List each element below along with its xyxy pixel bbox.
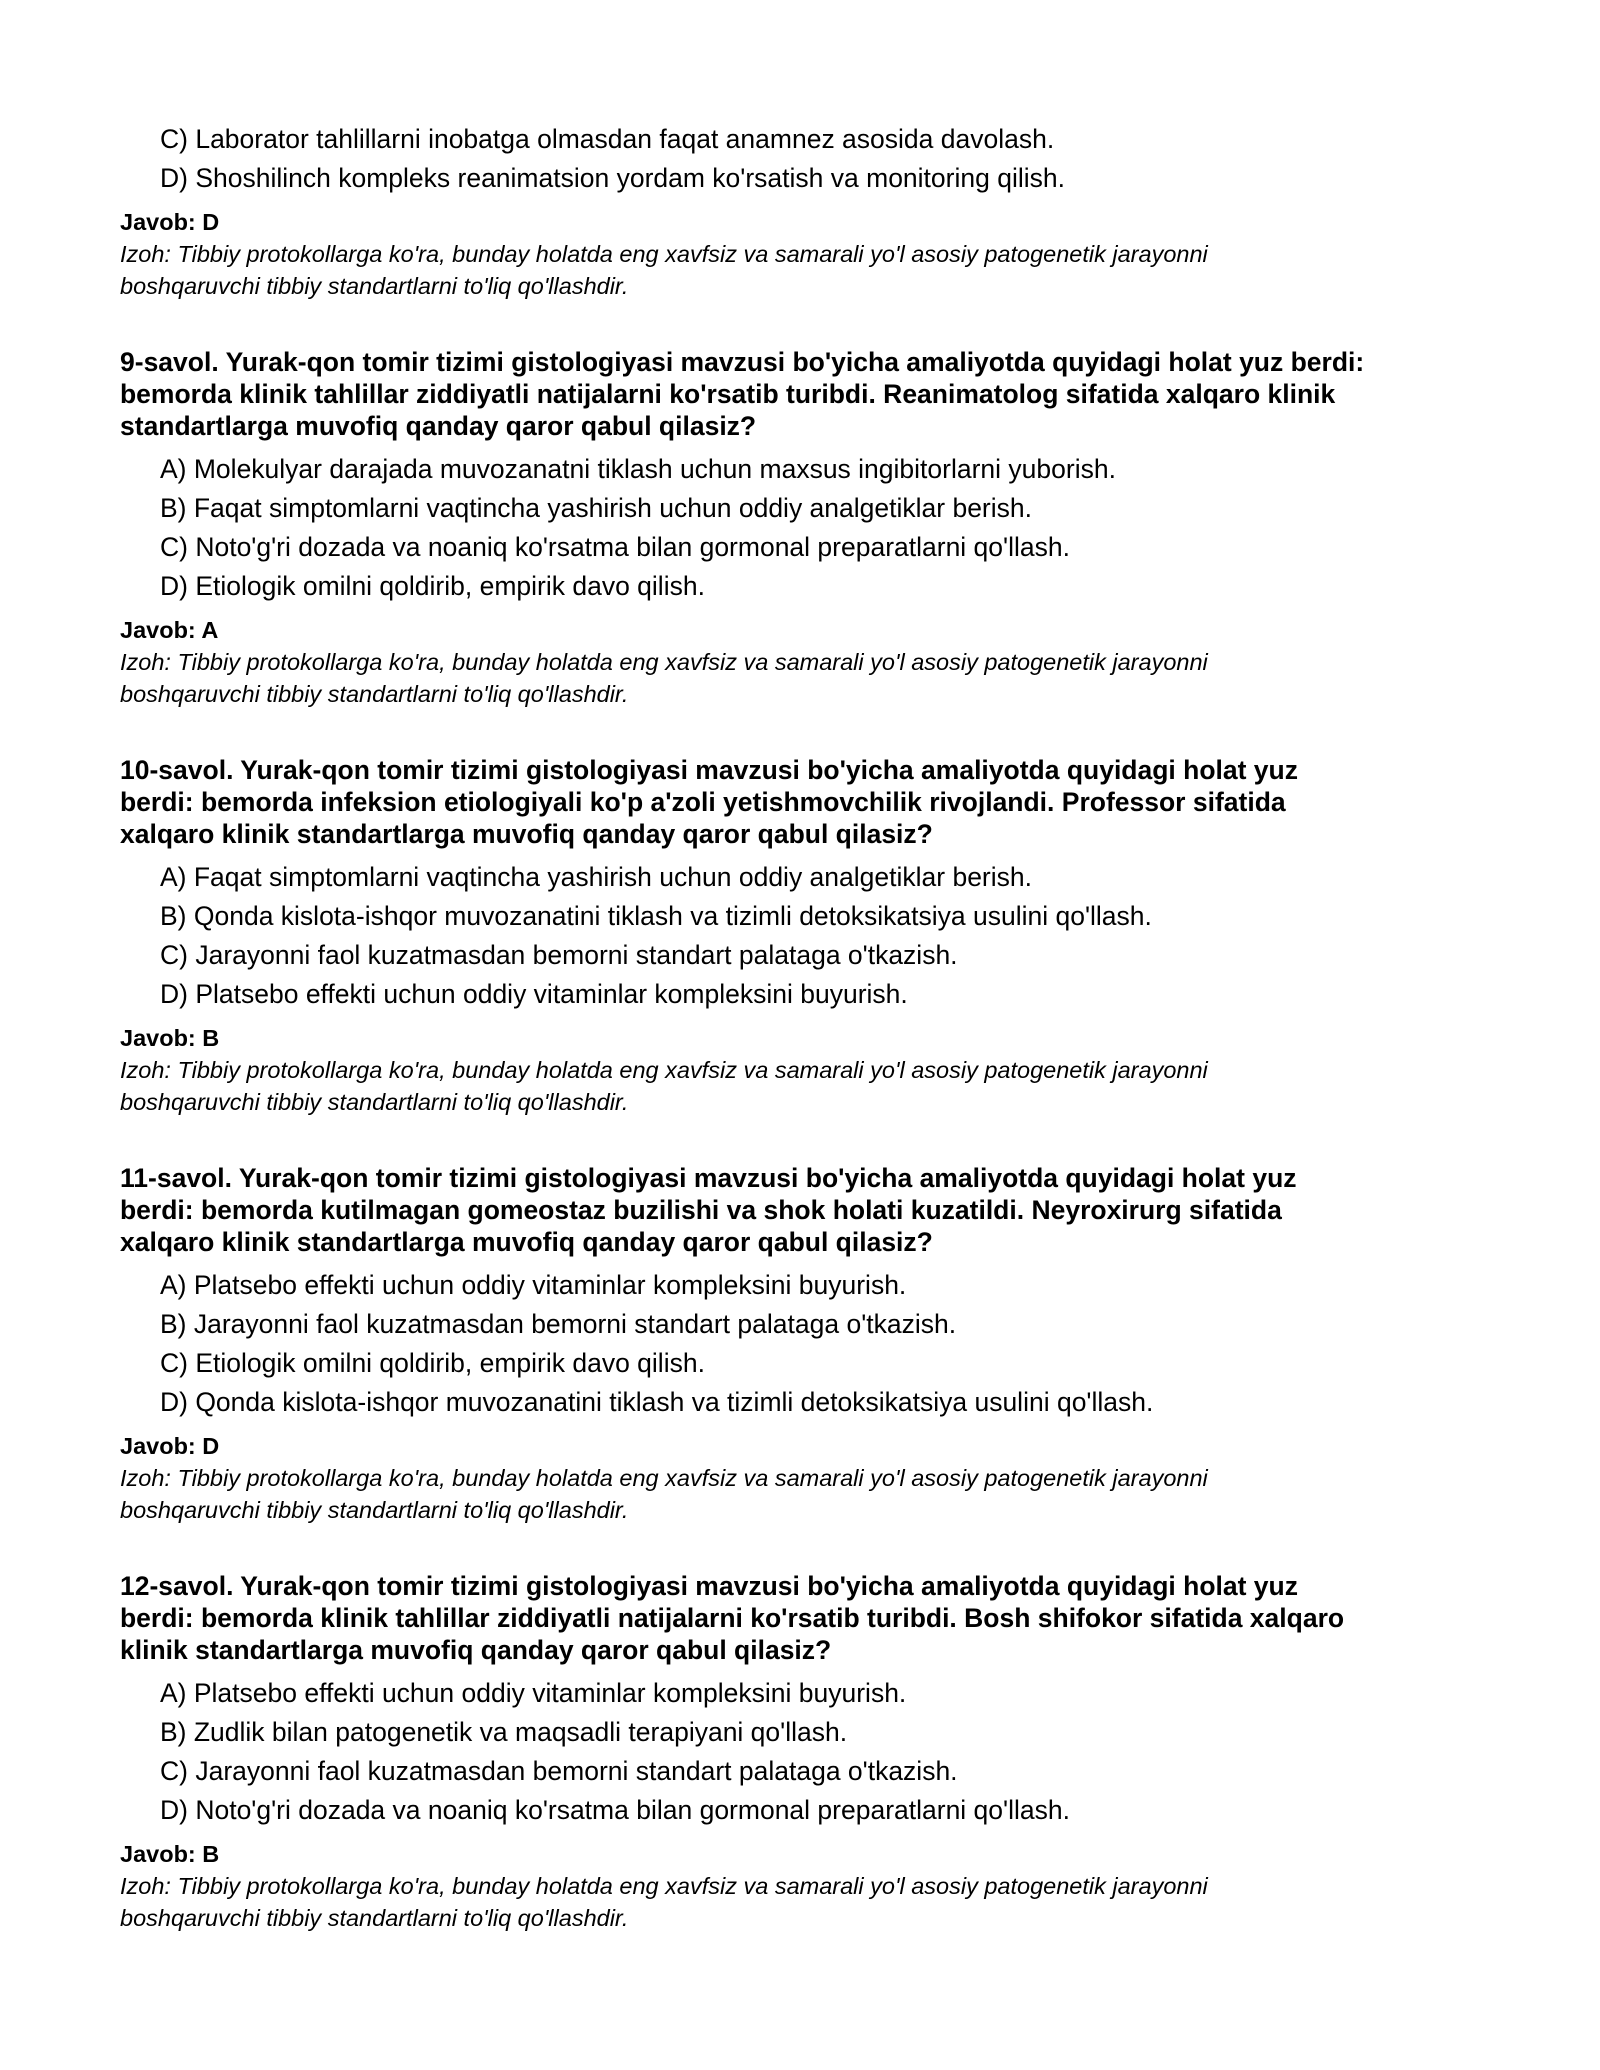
option-a: A) Platsebo effekti uchun oddiy vitaminlar kompleksini buyurish. — [160, 1678, 907, 1708]
question-text — [120, 1162, 1490, 1258]
explanation-note — [120, 238, 1490, 302]
question-line-3: standartlarga muvofiq qanday qaror qabul qilasiz? — [120, 411, 757, 441]
question-8-continuation — [120, 120, 1490, 302]
explanation-line-2: boshqaruvchi tibbiy standartlarni to'liq qo'llashdir. — [120, 1497, 629, 1523]
question-line-1: 9-savol. Yurak-qon tomir tizimi gistologiyasi mavzusi bo'yicha amaliyotda quyidagi holat yuz berdi: — [120, 347, 1365, 377]
options-list — [120, 120, 1490, 198]
options-list — [120, 450, 1490, 606]
options-list — [120, 1674, 1490, 1830]
explanation-line-1: Izoh: Tibbiy protokollarga ko'ra, bunday holatda eng xavfsiz va samarali yo'l asosiy patogenetik jarayonni — [120, 1057, 1208, 1083]
option-b: B) Faqat simptomlarni vaqtincha yashirish uchun oddiy analgetiklar berish. — [160, 493, 1032, 523]
question-block-9 — [120, 346, 1490, 710]
answer-label: Javob: A — [120, 617, 219, 643]
explanation-line-1: Izoh: Tibbiy protokollarga ko'ra, bunday holatda eng xavfsiz va samarali yo'l asosiy patogenetik jarayonni — [120, 241, 1208, 267]
explanation-line-1: Izoh: Tibbiy protokollarga ko'ra, bunday holatda eng xavfsiz va samarali yo'l asosiy patogenetik jarayonni — [120, 1465, 1208, 1491]
option-c: C) Jarayonni faol kuzatmasdan bemorni standart palataga o'tkazish. — [160, 1756, 958, 1786]
option-d: D) Qonda kislota-ishqor muvozanatini tiklash va tizimli detoksikatsiya usulini qo'llash. — [160, 1387, 1154, 1417]
options-list — [120, 858, 1490, 1014]
answer-label: Javob: B — [120, 1841, 220, 1867]
question-line-1: 11-savol. Yurak-qon tomir tizimi gistologiyasi mavzusi bo'yicha amaliyotda quyidagi holat yuz — [120, 1163, 1297, 1193]
explanation-note — [120, 646, 1490, 710]
question-line-2: berdi: bemorda kutilmagan gomeostaz buzilishi va shok holati kuzatildi. Neyroxirurg sifatida — [120, 1195, 1282, 1225]
question-block-10 — [120, 754, 1490, 1118]
explanation-line-2: boshqaruvchi tibbiy standartlarni to'liq qo'llashdir. — [120, 681, 629, 707]
question-line-2: berdi: bemorda infeksion etiologiyali ko'p a'zoli yetishmovchilik rivojlandi. Professor sifatida — [120, 787, 1286, 817]
option-d: D) Shoshilinch kompleks reanimatsion yordam ko'rsatish va monitoring qilish. — [160, 163, 1065, 193]
answer-label: Javob: D — [120, 209, 220, 235]
option-a: A) Molekulyar darajada muvozanatni tiklash uchun maxsus ingibitorlarni yuborish. — [160, 454, 1116, 484]
question-line-2: berdi: bemorda klinik tahlillar ziddiyatli natijalarni ko'rsatib turibdi. Bosh shifokor sifatida xalqaro — [120, 1603, 1345, 1633]
question-line-3: klinik standartlarga muvofiq qanday qaror qabul qilasiz? — [120, 1635, 832, 1665]
question-line-3: xalqaro klinik standartlarga muvofiq qanday qaror qabul qilasiz? — [120, 819, 933, 849]
option-b: B) Zudlik bilan patogenetik va maqsadli terapiyani qo'llash. — [160, 1717, 848, 1747]
question-text — [120, 754, 1490, 850]
question-line-3: xalqaro klinik standartlarga muvofiq qanday qaror qabul qilasiz? — [120, 1227, 933, 1257]
option-d: D) Etiologik omilni qoldirib, empirik davo qilish. — [160, 571, 705, 601]
question-block-11 — [120, 1162, 1490, 1526]
explanation-note — [120, 1462, 1490, 1526]
explanation-line-2: boshqaruvchi tibbiy standartlarni to'liq qo'llashdir. — [120, 1905, 629, 1931]
option-c: C) Noto'g'ri dozada va noaniq ko'rsatma bilan gormonal preparatlarni qo'llash. — [160, 532, 1070, 562]
explanation-line-2: boshqaruvchi tibbiy standartlarni to'liq qo'llashdir. — [120, 273, 629, 299]
answer-label: Javob: D — [120, 1433, 220, 1459]
explanation-line-1: Izoh: Tibbiy protokollarga ko'ra, bunday holatda eng xavfsiz va samarali yo'l asosiy patogenetik jarayonni — [120, 1873, 1208, 1899]
explanation-note — [120, 1054, 1490, 1118]
option-c: C) Laborator tahlillarni inobatga olmasdan faqat anamnez asosida davolash. — [160, 124, 1055, 154]
question-line-2: bemorda klinik tahlillar ziddiyatli natijalarni ko'rsatib turibdi. Reanimatolog sifatida xalqaro klinik — [120, 379, 1336, 409]
question-line-1: 10-savol. Yurak-qon tomir tizimi gistologiyasi mavzusi bo'yicha amaliyotda quyidagi holat yuz — [120, 755, 1298, 785]
explanation-line-1: Izoh: Tibbiy protokollarga ko'ra, bunday holatda eng xavfsiz va samarali yo'l asosiy patogenetik jarayonni — [120, 649, 1208, 675]
option-a: A) Faqat simptomlarni vaqtincha yashirish uchun oddiy analgetiklar berish. — [160, 862, 1032, 892]
option-a: A) Platsebo effekti uchun oddiy vitaminlar kompleksini buyurish. — [160, 1270, 907, 1300]
options-list — [120, 1266, 1490, 1422]
answer-label: Javob: B — [120, 1025, 220, 1051]
question-line-1: 12-savol. Yurak-qon tomir tizimi gistologiyasi mavzusi bo'yicha amaliyotda quyidagi holat yuz — [120, 1571, 1298, 1601]
option-b: B) Jarayonni faol kuzatmasdan bemorni standart palataga o'tkazish. — [160, 1309, 957, 1339]
explanation-line-2: boshqaruvchi tibbiy standartlarni to'liq qo'llashdir. — [120, 1089, 629, 1115]
option-c: C) Jarayonni faol kuzatmasdan bemorni standart palataga o'tkazish. — [160, 940, 958, 970]
question-block-12 — [120, 1570, 1490, 1934]
option-d: D) Noto'g'ri dozada va noaniq ko'rsatma bilan gormonal preparatlarni qo'llash. — [160, 1795, 1070, 1825]
option-c: C) Etiologik omilni qoldirib, empirik davo qilish. — [160, 1348, 705, 1378]
option-d: D) Platsebo effekti uchun oddiy vitaminlar kompleksini buyurish. — [160, 979, 908, 1009]
question-text — [120, 1570, 1490, 1666]
option-b: B) Qonda kislota-ishqor muvozanatini tiklash va tizimli detoksikatsiya usulini qo'llash. — [160, 901, 1152, 931]
explanation-note — [120, 1870, 1490, 1934]
question-text — [120, 346, 1490, 442]
document-page — [120, 120, 1490, 1934]
